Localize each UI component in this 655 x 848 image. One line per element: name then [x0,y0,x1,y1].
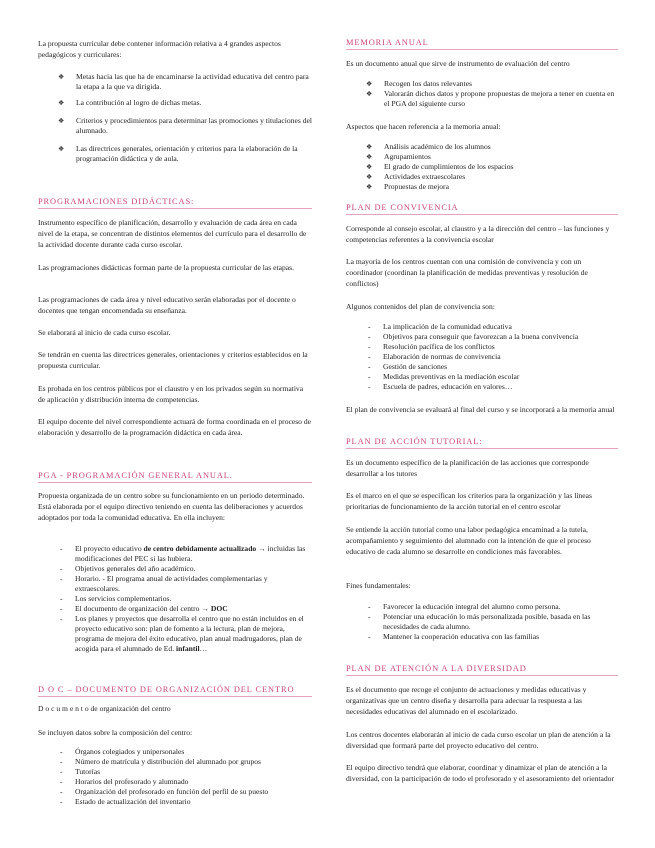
list-item: ❖ El grado de cumplimientos de los espacios [346,162,618,172]
list-item: ❖ Criterios y procedimientos para determinar las promociones y titulaciones del alumnado. [38,116,312,136]
paragraph: Se elaborará al inicio de cada curso escolar. [38,328,171,337]
list-item: - Número de matrícula y distribución del alumnado por grupos [38,757,312,767]
paragraph: Es un documento anual que sirve de instrumento de evaluación del centro [346,59,570,68]
paragraph: Fines fundamentales: [346,581,411,590]
list-item: - Elaboración de normas de convivencia [346,352,618,362]
list-item: - Tutorías [38,767,312,777]
section-heading: PLAN DE ACCIÓN TUTORIAL: [346,437,618,449]
list-item: - Medidas preventivas en la mediación escolar [346,372,618,382]
list-item: - Organización del profesorado en función del perfil de su puesto [38,787,312,797]
list-item: - Objetivos generales del año académico. [38,564,312,574]
paragraph: Es el documento que recoge el conjunto de actuaciones y medidas educativas y organizativas que un centro diseña y desarrolla para adecuar la respuesta a las necesidades educativas del alumnado en el escolarizado. [346,685,587,716]
paragraph: Se tendrán en cuenta las directrices generales, orientaciones y criterios establecidos en la propuesta curricular. [38,350,308,370]
paragraph: Se incluyen datos sobre la composición del centro: [38,728,193,737]
list-item: - Escuela de padres, educación en valores… [346,382,618,392]
section-heading: MEMORIA ANUAL [346,38,618,50]
list-item: ❖ Metas hacia las que ha de encaminarse la actividad educativa del centro para la etapa a la que va dirigida. [38,72,312,92]
list-item: - Estado de actualización del inventario [38,797,312,807]
paragraph: Los centros docentes elaborarán al inicio de cada curso escolar un plan de atención a la diversidad que formará parte del proyecto educativo del centro. [346,730,611,750]
list-item: - Los servicios complementarios. [38,594,312,604]
list-item: - La implicación de la comunidad educativa [346,322,618,332]
paragraph: Instrumento específico de planificación, desarrollo y evaluación de cada área en cada nivel de la etapa, se concentran de distintos elementos del currículo para el desarrollo de la actividad docente durante cada curso escolar. [38,218,307,249]
section-heading: D O C – DOCUMENTO DE ORGANIZACIÓN DEL CENTRO [38,685,312,697]
list-item: ❖ Propuestas de mejora [346,182,618,192]
list-item: - Objetivos para conseguir que favorezcan a la buena convivencia [346,332,618,342]
convivencia-list [346,322,618,392]
section-heading: PLAN DE CONVIVENCIA [346,203,618,215]
paragraph: D o c u m e n t o de organización del centro [38,704,171,713]
paragraph: Aspectos que hacen referencia a la memoria anual: [346,122,501,131]
list-item: ❖ Actividades extraescolares [346,172,618,182]
list-item: - Gestión de sanciones [346,362,618,372]
paragraph: La mayoría de los centros cuentan con una comisión de convivencia y con un coordinador (coordinan la planificación de medidas preventivas y resolución de conflictos) [346,257,588,288]
list-item: - Resolución pacífica de los conflictos [346,342,618,352]
list-item: ❖ Valorarán dichos datos y propone propuestas de mejora a tener en cuenta en el PGA del siguiente curso [346,89,618,109]
list-item: ❖ Análisis académico de los alumnos [346,142,618,152]
list-item: ❖ Agrupamientos [346,152,618,162]
intro-text: La propuesta curricular debe contener información relativa a 4 grandes aspectos pedagógicos y curriculares: [38,39,281,59]
paragraph: Las programaciones de cada área y nivel educativo serán elaboradas por el docente o docentes que tengan encomendada su enseñanza. [38,295,296,315]
pga-list [38,544,312,654]
paragraph: El plan de convivencia se evaluará al final del curso y se incorporará a la memoria anual [346,405,615,414]
list-item: - Potenciar una educación lo más personalizada posible, basada en las necesidades de cada alumno. [346,612,618,632]
paragraph: Es el marco en el que se especifican los criterios para la organización y las líneas prioritarias de funcionamiento de la acción tutorial en el centro escolar [346,491,592,511]
section-heading: PROGRAMACIONES DIDÁCTICAS: [38,197,312,209]
list-item: ❖ La contribución al logro de dichas metas. [38,98,312,108]
section-heading: PGA - PROGRAMACIÓN GENERAL ANUAL. [38,471,312,483]
paragraph: Algunos contenidos del plan de convivencia son: [346,302,495,311]
paragraph: Es probada en los centros públicos por el claustro y en los privados según su normativa de aplicación y distribución interna de competencias. [38,384,304,404]
list-item: - El documento de organización del centro → DOC [38,604,312,614]
paragraph: Se entiende la acción tutorial como una labor pedagógica encaminad a la tutela, acompañamiento y seguimiento del alumnado con la intención de que el proceso educativo de cada alumno se desarrolle en condiciones más favorables. [346,525,591,556]
list-item: - Órganos colegiados y unipersonales [38,747,312,757]
aspects-list [38,72,312,164]
paragraph: Propuesta organizada de un centro sobre su funcionamiento en un periodo determinado. Está elaborada por el equipo directivo teniendo en cuenta las deliberaciones y acuerdos adoptados por toda la comunidad educativa. En ella incluyen: [38,491,305,522]
memoria-aspects-list [346,142,618,192]
list-item: ❖ Recogen los datos relevantes [346,79,618,89]
list-item: - Mantener la cooperación educativa con las familias [346,632,618,642]
tutorial-list [346,602,618,642]
paragraph: El equipo docente del nivel correspondiente actuará de forma coordinada en el proceso de elaboración y desarrollo de la programación didáctica en cada área. [38,417,312,437]
paragraph: Es un documento específico de la planificación de las acciones que corresponde desarrollar a los tutores [346,458,589,478]
section-heading: PLAN DE ATENCIÓN A LA DIVERSIDAD [346,664,618,676]
list-item: - Favorecer la educación integral del alumno como persona. [346,602,618,612]
memoria-list [346,79,618,109]
paragraph: Las programaciones didácticas forman parte de la propuesta curricular de las etapas. [38,263,294,272]
paragraph: Corresponde al consejo escolar, al claustro y a la dirección del centro – las funciones y competencias referentes a la convivencia escolar [346,224,610,244]
list-item: ❖ Las directrices generales, orientación y criterios para la elaboración de la programación didáctica y de aula. [38,144,312,164]
list-item: - El proyecto educativo de centro debidamente actualizado → incluidas las modificaciones del PEC si las hubiera. [38,544,312,564]
doc-list [38,747,312,807]
list-item: - Horarios del profesorado y alumnado [38,777,312,787]
list-item: - Los planes y proyectos que desarrolla el centro que no están incluidos en el proyecto educativo son: plan de fomento a la lectura, plan de mejora, programa de mejora del éxito educativo, plan anual madrugadores, plan de acogida para el alumnado de Ed. infantil… [38,614,312,654]
list-item: - Horario. - El programa anual de actividades complementarias y extraescolares. [38,574,312,594]
paragraph: El equipo directivo tendrá que elaborar, coordinar y dinamizar el plan de atención a la diversidad, con la participación de todo el profesorado y el asesoramiento del orientador [346,763,615,783]
